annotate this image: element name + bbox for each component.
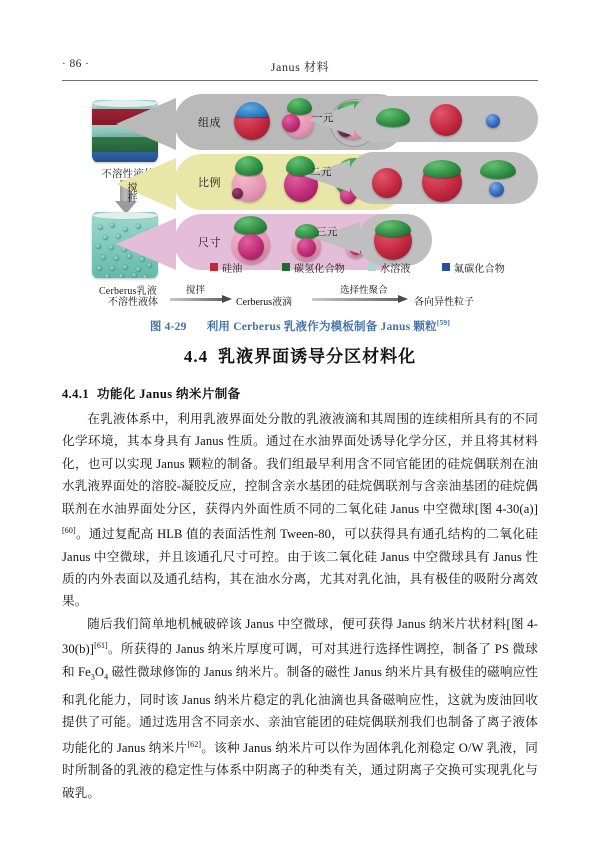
figure-caption-number: 图 4-29 xyxy=(149,321,187,333)
legend-item-hydrocarbon xyxy=(282,260,345,274)
particle-green-cap xyxy=(375,220,411,237)
figure-caption-ref: [59] xyxy=(436,318,451,328)
row-label: 二元 xyxy=(310,167,332,178)
flow-step2-label: 选择性聚合 xyxy=(340,286,388,296)
figure-caption xyxy=(62,318,538,334)
legend-swatch xyxy=(368,263,376,271)
category-label: 比例 xyxy=(198,177,221,189)
legend-swatch xyxy=(442,263,450,271)
stirring-label: 搅拌 xyxy=(125,182,136,202)
row-label: 三元 xyxy=(316,227,338,238)
vessel-top-label: 不溶性液体 xyxy=(101,169,155,180)
particle-green-cap xyxy=(234,216,267,235)
legend-swatch xyxy=(210,263,218,271)
vessel-bottom-label: Cerberus乳液 xyxy=(98,286,158,297)
particle-green-cap xyxy=(376,108,410,127)
paragraph-2: 随后我们简单地机械破碎该 Janus 中空微球，便可获得 Janus 纳米片状材料[图 4-30(b)][61]。所获得的 Janus 纳米片厚度可调，可对其进行选择性调控，制备了 PS 微球和 $Fe_3O_4$ 磁性微球修饰的 Janus 纳米片。制备的磁性 Janus 纳米片具有极佳的磁响应性和乳化能力，同时该 Janus 纳米片稳定的乳化油滴也具备磁响应性，这就为废油回收提供了可能。通过选用含不同亲水、亲油官能团的硅烷偶联剂我们也制备了离子液体功能化的 Janus 纳米片[62]。该种 Janus 纳米片可以作为固体乳化剂稳定 O/W 乳液，同时所制备的乳液的稳定性与体系中阴离子的种类有关，通过阴离子交换可实现乳化与破乳。 xyxy=(62,616,538,800)
page-number: · 86 · xyxy=(62,58,90,70)
particle-dark-magenta xyxy=(232,188,243,199)
flow-start-label: 不溶性液体 xyxy=(108,297,158,308)
category-label: 组成 xyxy=(198,117,221,129)
legend-label: 硅油 xyxy=(222,263,243,275)
category-label: 尺寸 xyxy=(198,237,221,249)
row-label: 一元 xyxy=(312,113,334,124)
particle-blue xyxy=(489,182,504,197)
body-text xyxy=(62,408,538,804)
figure-4-29 xyxy=(62,92,538,334)
section-heading xyxy=(62,342,538,367)
section-number: 4.4 xyxy=(183,347,209,366)
particle-green-cap xyxy=(480,160,516,179)
section-title: 乳液界面诱导分区材料化 xyxy=(218,347,417,366)
legend-swatch xyxy=(282,263,290,271)
legend-item-fluorocarbon xyxy=(442,260,505,274)
particle-magenta xyxy=(282,114,300,132)
particle-blue xyxy=(486,114,500,128)
running-title: Janus 材料 xyxy=(270,60,330,74)
flow-arrow-2-icon xyxy=(312,295,408,304)
particle-magenta xyxy=(238,234,264,260)
flow-arrow-1-icon xyxy=(170,295,232,304)
legend-item-aqueous xyxy=(368,260,411,274)
particle-green-cap xyxy=(235,156,263,176)
flow-step1-label: 搅拌 xyxy=(186,286,206,296)
flow-middle-label: Cerberus液滴 xyxy=(236,297,293,308)
legend-label: 碳氢化合物 xyxy=(294,263,345,275)
legend-label: 水溶液 xyxy=(380,263,411,275)
figure-legend xyxy=(210,260,540,276)
reaction-flow xyxy=(108,284,508,310)
legend-item-silicone-oil xyxy=(210,260,242,274)
subsection-title: 功能化 Janus 纳米片制备 xyxy=(97,387,241,401)
particle-red xyxy=(430,104,462,136)
figure-caption-text: 利用 Cerberus 乳液作为模板制备 Janus 颗粒 xyxy=(206,321,437,333)
running-head xyxy=(62,58,538,78)
paragraph-1: 在乳液体系中，利用乳液界面处分散的乳液液滴和其周围的连续相所具有的不同化学环境，其本身具有 Janus 性质。通过在水油界面处诱导化学分区，并且将其材料化，也可以实现 Janus 颗粒的制备。我们组最早利用含不同官能团的硅烷偶联剂在油水乳液界面处的溶胶-凝胶反应，控制含亲水基团的硅烷偶联剂与含亲油基团的硅烷偶联剂在水油界面处分区，获得内外面性质不同的二氧化硅 Janus 中空微球[图 4-30(a)][60]。通过复配高 HLB 值的表面活性剂 Tween-80，可以获得具有通孔结构的二氧化硅 Janus 中空微球，并且该通孔尺寸可控。由于该二氧化硅 Janus 中空微球具有 Janus 性质的内外表面以及通孔结构，其在油水分离，尤其对乳化油，具有极佳的吸附分离效果。 xyxy=(62,412,538,609)
particle-red xyxy=(372,168,402,198)
flow-end-label: 各向异性粒子 xyxy=(414,297,474,308)
subsection-heading xyxy=(62,384,241,402)
header-rule xyxy=(62,80,538,81)
legend-label: 氟碳化合物 xyxy=(454,263,505,275)
subsection-number: 4.4.1 xyxy=(62,387,89,401)
particle-green-cap xyxy=(423,160,461,178)
